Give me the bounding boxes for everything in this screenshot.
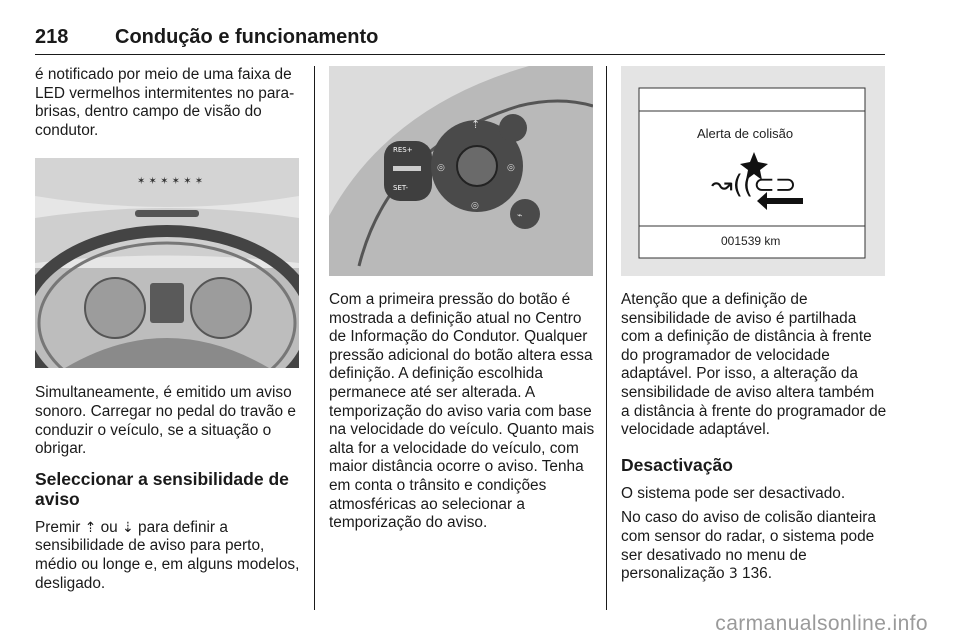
page-header xyxy=(35,20,885,55)
paragraph-shared-setting: Atenção que a definição de sensibilidade de aviso é partilhada com a definição de distância à frente do programador de velocidade adaptável. Por isso, a alteração da sensibilidade de aviso altera também a distância à frente do programador de velocidade adaptável. xyxy=(621,291,887,439)
sensitivity-up-icon: ⇡ xyxy=(84,519,97,536)
text-segment: Premir xyxy=(35,518,81,536)
paragraph-warning-sound: Simultaneamente, é emitido um aviso sonoro. Carregar no pedal do travão e conduzir o veículo, se a situação o obrigar. xyxy=(35,384,296,458)
paragraph-sensitivity xyxy=(35,519,301,593)
svg-text:◎: ◎ xyxy=(507,163,515,173)
text-segment: ou xyxy=(100,518,118,536)
column-3 xyxy=(621,66,887,584)
intro-paragraph: é notificado por meio de uma faixa de LED vermelhos intermitentes no para-brisas, dentro campo de visão do condutor. xyxy=(35,66,295,139)
section-heading-sensitivity: Seleccionar a sensibilidade de aviso xyxy=(35,468,289,509)
page-reference-icon: 3 xyxy=(728,566,738,583)
svg-text:⇡: ⇡ xyxy=(471,118,481,131)
text-segment: No caso do aviso de colisão dianteira com sensor do radar, o sistema pode ser desativado no menu de personalização xyxy=(621,509,876,583)
column-divider-1 xyxy=(314,66,315,610)
column-divider-2 xyxy=(606,66,607,610)
svg-text:◎: ◎ xyxy=(471,201,479,211)
column-1 xyxy=(35,66,301,593)
paragraph-radar-deactivation xyxy=(621,509,887,583)
watermark: carmanualsonline.info xyxy=(715,612,928,635)
chapter-title: Condução e funcionamento xyxy=(115,26,379,48)
sensitivity-down-icon: ⇣ xyxy=(122,519,134,536)
column-2 xyxy=(329,66,595,533)
paragraph-button-press: Com a primeira pressão do botão é mostrada a definição atual no Centro de Informação do Condutor. Qualquer pressão adicional do botão altera essa definição. A definição escolhida permanece até ser alterada. A temporização do aviso varia com base na velocidade do veículo. Quanto mais alta for a velocidade do veículo, com maior distância ocorre o aviso. Tenha em conta o trânsito e condições atmosféricas ao selecionar a temporização do aviso. xyxy=(329,291,595,532)
svg-text:✶ ✶ ✶ ✶ ✶ ✶: ✶ ✶ ✶ ✶ ✶ ✶ xyxy=(137,176,204,188)
set-button-label: SET- xyxy=(393,184,409,192)
dashboard-illustration xyxy=(35,158,299,368)
svg-text:◎: ◎ xyxy=(437,163,445,173)
svg-text:⌁: ⌁ xyxy=(517,211,523,221)
res-button-label: RES+ xyxy=(393,146,413,154)
section-heading-deactivation: Desactivação xyxy=(621,454,733,475)
odometer-reading: 001539 km xyxy=(721,234,781,248)
steering-wheel-controls-illustration xyxy=(329,66,593,276)
page-reference-link[interactable]: 136. xyxy=(742,565,772,583)
page-number: 218 xyxy=(35,26,69,48)
display-title: Alerta de colisão xyxy=(697,126,794,141)
collision-alert-display-illustration xyxy=(621,66,885,276)
paragraph-deactivated: O sistema pode ser desactivado. xyxy=(621,484,846,502)
collision-alert-icon: ↝((⊂⊃ xyxy=(711,170,797,200)
text-segment: para definir a sensibilidade de aviso para perto, médio ou longe e, em alguns modelos, desligado. xyxy=(35,518,300,592)
